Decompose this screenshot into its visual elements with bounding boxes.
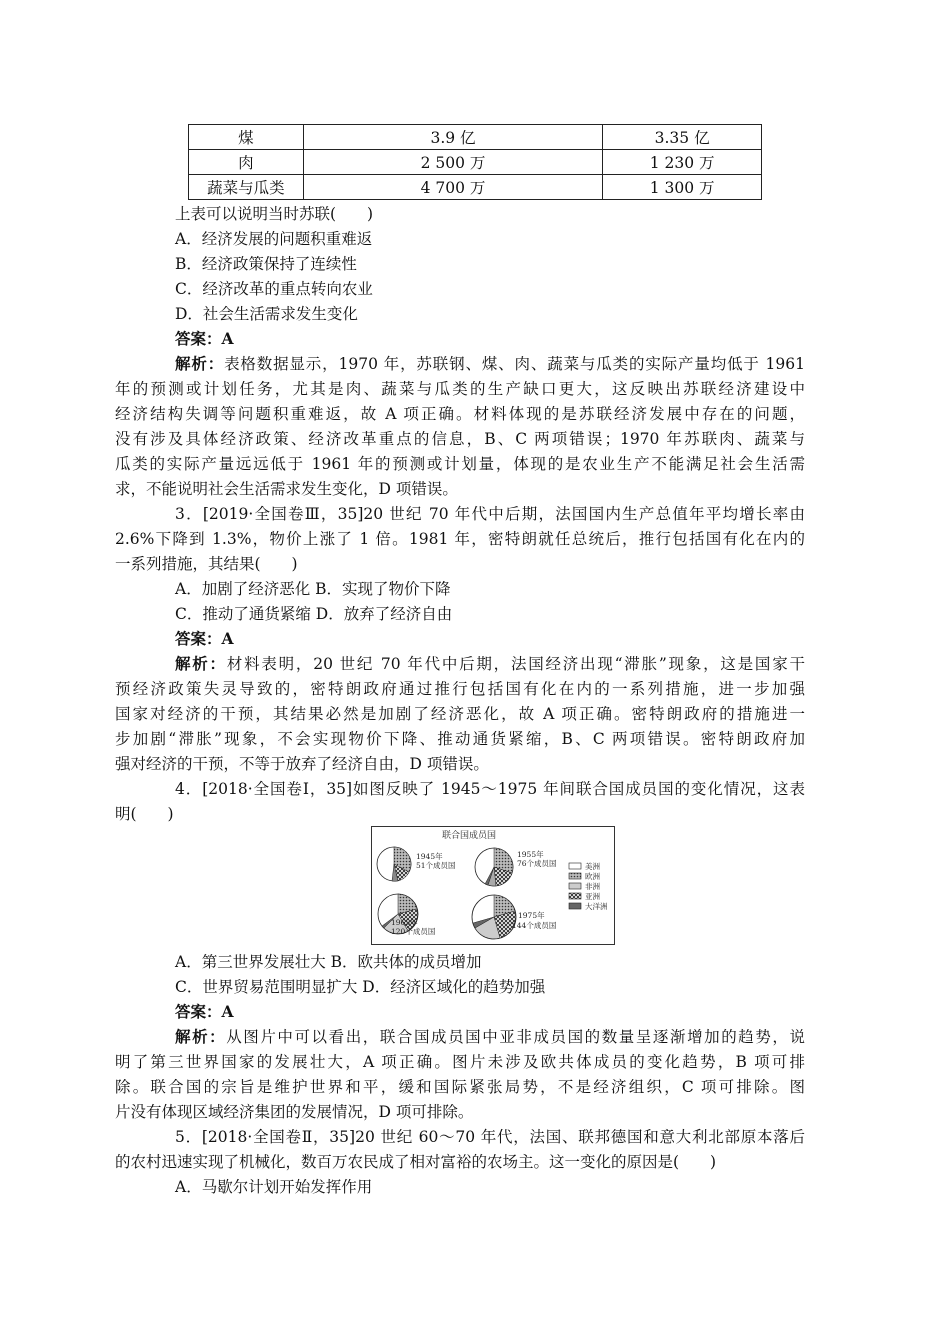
- option: C．世界贸易范围明显扩大 D．经济区域化的趋势加强: [175, 978, 546, 996]
- pie-1975: [472, 895, 557, 939]
- option: C．经济改革的重点转向农业: [175, 280, 373, 298]
- explanation-line: 强对经济的干预，不等于放弃了经济自由，D 项错误。: [115, 755, 489, 773]
- pie-label: 1955年: [517, 850, 544, 859]
- question-stem: 的农村迅速实现了机械化，数百万农民成了相对富裕的农场主。这一变化的原因是( ): [115, 1153, 717, 1171]
- explanation-line: 预经济政策失灵导致的，密特朗政府通过推行包括国有化在内的一系列措施，进一步加强: [115, 680, 805, 698]
- figure-legend: [569, 861, 608, 911]
- legend-item: 大洋洲: [585, 902, 608, 911]
- explanation-line: 片没有体现区域经济集团的发展情况，D 项可排除。: [115, 1103, 474, 1121]
- explanation-line: 没有涉及具体经济政策、经济改革重点的信息，B、C 两项错误；1970 年苏联肉、蔬菜与: [115, 430, 805, 448]
- table-cell: 肉: [189, 150, 304, 175]
- question-stem: 上表可以说明当时苏联( ): [175, 205, 374, 223]
- table-cell: 1 300 万: [603, 175, 762, 200]
- explanation-line: 经济结构失调等问题积重难返，故 A 项正确。材料体现的是苏联经济发展中存在的问题，: [115, 405, 805, 423]
- figure-title: 联合国成员国: [442, 831, 497, 841]
- explanation-label: 解析：: [175, 1027, 227, 1046]
- table-row: [189, 150, 762, 175]
- pie-1945: [377, 847, 456, 881]
- explanation-line: 求，不能说明社会生活需求发生变化，D 项错误。: [115, 480, 458, 498]
- answer: 答案：A: [175, 329, 234, 348]
- table-row: [189, 125, 762, 150]
- question-stem: 3．[2019·全国卷Ⅲ，35]20 世纪 70 年代中后期，法国国内生产总值年平均增长率由: [175, 505, 805, 523]
- explanation-line: 年的预测或计划任务，尤其是肉、蔬菜与瓜类的生产缺口更大，这反映出苏联经济建设中: [115, 380, 805, 398]
- answer: 答案：A: [175, 1002, 234, 1021]
- option: C．推动了通货紧缩 D．放弃了经济自由: [175, 605, 453, 623]
- table-cell: 3.9 亿: [303, 125, 602, 150]
- pie-1965: [378, 894, 436, 936]
- pie-label: 120个成员国: [391, 927, 436, 936]
- pie-label: 1975年: [518, 911, 545, 920]
- table-row: [189, 175, 762, 200]
- explanation-label: 解析：: [175, 354, 225, 373]
- pie-1955: [475, 848, 557, 886]
- explanation-line: 步加剧“滞胀”现象，不会实现物价下降、推动通货紧缩，B、C 两项错误。密特朗政府加: [115, 730, 805, 748]
- legend-item: 非洲: [585, 882, 600, 891]
- table-cell: 1 230 万: [603, 150, 762, 175]
- option: B．经济政策保持了连续性: [175, 255, 357, 273]
- question-stem: 一系列措施，其结果( ): [115, 555, 298, 573]
- question-stem: 5．[2018·全国卷Ⅱ，35]20 世纪 60～70 年代，法国、联邦德国和意大利北部原本落后: [175, 1128, 805, 1146]
- explanation-text: 从图片中可以看出，联合国成员国中亚非成员国的数量呈逐渐增加的趋势，说: [226, 1028, 805, 1046]
- pie-label: 144个成员国: [512, 921, 557, 930]
- table-cell: 煤: [189, 125, 304, 150]
- answer: 答案：A: [175, 629, 234, 648]
- explanation-line: 除。联合国的宗旨是维护世界和平，缓和国际紧张局势，不是经济组织，C 项可排除。图: [115, 1078, 805, 1096]
- explanation-line: 明了第三世界国家的发展壮大，A 项正确。图片未涉及欧共体成员的变化趋势，B 项可排: [115, 1053, 805, 1071]
- question-stem: 4．[2018·全国卷Ⅰ，35]如图反映了 1945～1975 年间联合国成员国的变化情况，这表: [175, 780, 805, 798]
- un-members-figure: [371, 826, 615, 945]
- option: A．加剧了经济恶化 B．实现了物价下降: [175, 580, 451, 598]
- production-table: [188, 124, 762, 200]
- table-cell: 2 500 万: [303, 150, 602, 175]
- question-stem: 2.6%下降到 1.3%，物价上涨了 1 倍。1981 年，密特朗就任总统后，推行包括国有化在内的: [115, 530, 805, 548]
- legend-item: 美洲: [585, 862, 600, 871]
- pie-label: 51个成员国: [416, 861, 456, 870]
- explanation-text: 材料表明，20 世纪 70 年代中后期，法国经济出现“滞胀”现象，这是国家干: [226, 655, 805, 673]
- explanation-line: [175, 1025, 805, 1049]
- pie-label: 76个成员国: [517, 859, 557, 868]
- option: A．第三世界发展壮大 B．欧共体的成员增加: [175, 953, 482, 971]
- table-cell: 3.35 亿: [603, 125, 762, 150]
- option: A．经济发展的问题积重难返: [175, 230, 373, 248]
- explanation-line: [175, 352, 805, 376]
- explanation-text: 表格数据显示，1970 年，苏联钢、煤、肉、蔬菜与瓜类的实际产量均低于 1961: [224, 355, 805, 373]
- explanation-label: 解析：: [175, 654, 227, 673]
- explanation-line: 瓜类的实际产量远远低于 1961 年的预测或计划量，体现的是农业生产不能满足社会生活需: [115, 455, 805, 473]
- legend-item: 欧洲: [585, 872, 600, 881]
- legend-item: 亚洲: [585, 892, 600, 901]
- option: D．社会生活需求发生变化: [175, 305, 358, 323]
- table-cell: 4 700 万: [303, 175, 602, 200]
- question-stem: 明( ): [115, 805, 174, 823]
- pie-label: 1945年: [416, 852, 443, 861]
- table-cell: 蔬菜与瓜类: [189, 175, 304, 200]
- option: A．马歇尔计划开始发挥作用: [175, 1178, 373, 1196]
- pie-label: 1965年: [391, 918, 418, 927]
- explanation-line: [175, 652, 805, 676]
- explanation-line: 国家对经济的干预，其结果必然是加剧了经济恶化，故 A 项正确。密特朗政府的措施进一: [115, 705, 805, 723]
